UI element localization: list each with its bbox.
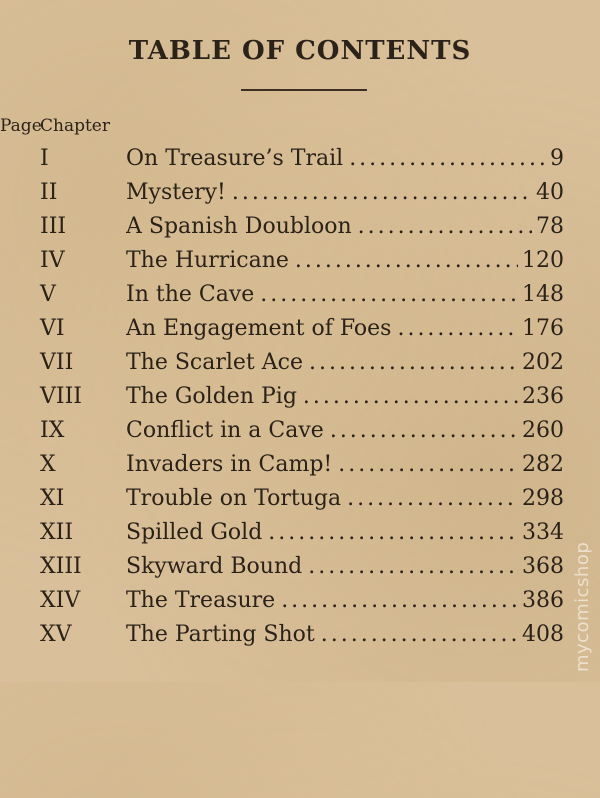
- chapter-title-cell: [126, 622, 522, 647]
- chapter-page: 202: [522, 349, 564, 375]
- chapter-title: Invaders in Camp!: [126, 451, 333, 477]
- dot-leader: [330, 418, 518, 443]
- chapter-page: 148: [522, 281, 564, 307]
- chapter-page: 236: [522, 383, 564, 409]
- toc-row: [40, 447, 564, 481]
- toc-row: [40, 379, 564, 413]
- dot-leader: [358, 214, 532, 239]
- toc-row: [40, 583, 564, 617]
- chapter-title-cell: [126, 214, 536, 239]
- dot-leader: [321, 622, 518, 647]
- chapter-title-cell: [126, 418, 522, 443]
- dot-leader: [309, 350, 518, 375]
- chapter-number: XI: [40, 485, 65, 511]
- toc-row: [40, 345, 564, 379]
- dot-leader: [260, 282, 518, 307]
- dot-leader: [232, 180, 532, 205]
- chapter-title: The Golden Pig: [126, 383, 297, 409]
- chapter-page: 368: [522, 553, 564, 579]
- chapter-title-cell: [126, 146, 550, 171]
- toc-row: [40, 515, 564, 549]
- chapter-title-cell: [126, 486, 522, 511]
- chapter-title-cell: [126, 554, 522, 579]
- chapter-title-cell: [126, 248, 522, 273]
- chapter-number: VI: [40, 315, 65, 341]
- toc-row: [40, 311, 564, 345]
- chapter-number: X: [40, 451, 56, 477]
- toc-row: [40, 141, 564, 175]
- chapter-title: The Treasure: [126, 587, 276, 613]
- chapter-page: 282: [522, 451, 564, 477]
- chapter-title: Mystery!: [126, 179, 226, 205]
- chapter-number: III: [40, 213, 67, 239]
- chapter-title-cell: [126, 282, 522, 307]
- chapter-number: VII: [40, 349, 74, 375]
- toc-row: [40, 481, 564, 515]
- chapter-title: Conflict in a Cave: [126, 417, 324, 443]
- title-underline: [241, 89, 367, 91]
- chapter-title: In the Cave: [126, 281, 255, 307]
- chapter-column-header: Chapter: [40, 116, 110, 136]
- chapter-page: 78: [536, 213, 564, 239]
- chapter-number: XII: [40, 519, 74, 545]
- chapter-number: V: [40, 281, 56, 307]
- chapter-number: II: [40, 179, 58, 205]
- dot-leader: [397, 316, 518, 341]
- chapter-title: Skyward Bound: [126, 553, 303, 579]
- chapter-page: 260: [522, 417, 564, 443]
- chapter-title: A Spanish Doubloon: [126, 213, 352, 239]
- chapter-title: The Parting Shot: [126, 621, 315, 647]
- chapter-title-cell: [126, 180, 536, 205]
- chapter-number: XV: [40, 621, 72, 647]
- watermark: mycomicshop: [572, 541, 593, 672]
- toc-row: [40, 277, 564, 311]
- chapter-title-cell: [126, 350, 522, 375]
- chapter-page: 120: [522, 247, 564, 273]
- chapter-title: The Scarlet Ace: [126, 349, 303, 375]
- toc-row: [40, 243, 564, 277]
- dot-leader: [281, 588, 518, 613]
- table-of-contents-list: [40, 141, 564, 651]
- chapter-title-cell: [126, 588, 522, 613]
- dot-leader: [268, 520, 518, 545]
- dot-leader: [347, 486, 518, 511]
- page-title: TABLE OF CONTENTS: [128, 36, 472, 66]
- toc-row: [40, 617, 564, 651]
- chapter-title: Spilled Gold: [126, 519, 263, 545]
- toc-row: [40, 209, 564, 243]
- chapter-page: 40: [536, 179, 564, 205]
- chapter-page: 176: [522, 315, 564, 341]
- chapter-title: Trouble on Tortuga: [126, 485, 342, 511]
- toc-row: [40, 413, 564, 447]
- chapter-number: IV: [40, 247, 65, 273]
- chapter-page: 9: [550, 145, 564, 171]
- chapter-number: XIV: [40, 587, 81, 613]
- dot-leader: [308, 554, 518, 579]
- chapter-page: 334: [522, 519, 564, 545]
- toc-row: [40, 549, 564, 583]
- dot-leader: [303, 384, 518, 409]
- dot-leader: [338, 452, 518, 477]
- chapter-page: 298: [522, 485, 564, 511]
- chapter-number: VIII: [40, 383, 82, 409]
- chapter-number: XIII: [40, 553, 82, 579]
- dot-leader: [295, 248, 518, 273]
- dot-leader: [349, 146, 546, 171]
- chapter-number: I: [40, 145, 49, 171]
- chapter-title-cell: [126, 384, 522, 409]
- chapter-title-cell: [126, 452, 522, 477]
- chapter-title-cell: [126, 316, 522, 341]
- chapter-title-cell: [126, 520, 522, 545]
- chapter-number: IX: [40, 417, 65, 443]
- chapter-title: An Engagement of Foes: [126, 315, 392, 341]
- chapter-title: The Hurricane: [126, 247, 289, 273]
- toc-row: [40, 175, 564, 209]
- chapter-title: On Treasure’s Trail: [126, 145, 344, 171]
- page-column-header: Page: [0, 116, 42, 136]
- chapter-page: 408: [522, 621, 564, 647]
- chapter-page: 386: [522, 587, 564, 613]
